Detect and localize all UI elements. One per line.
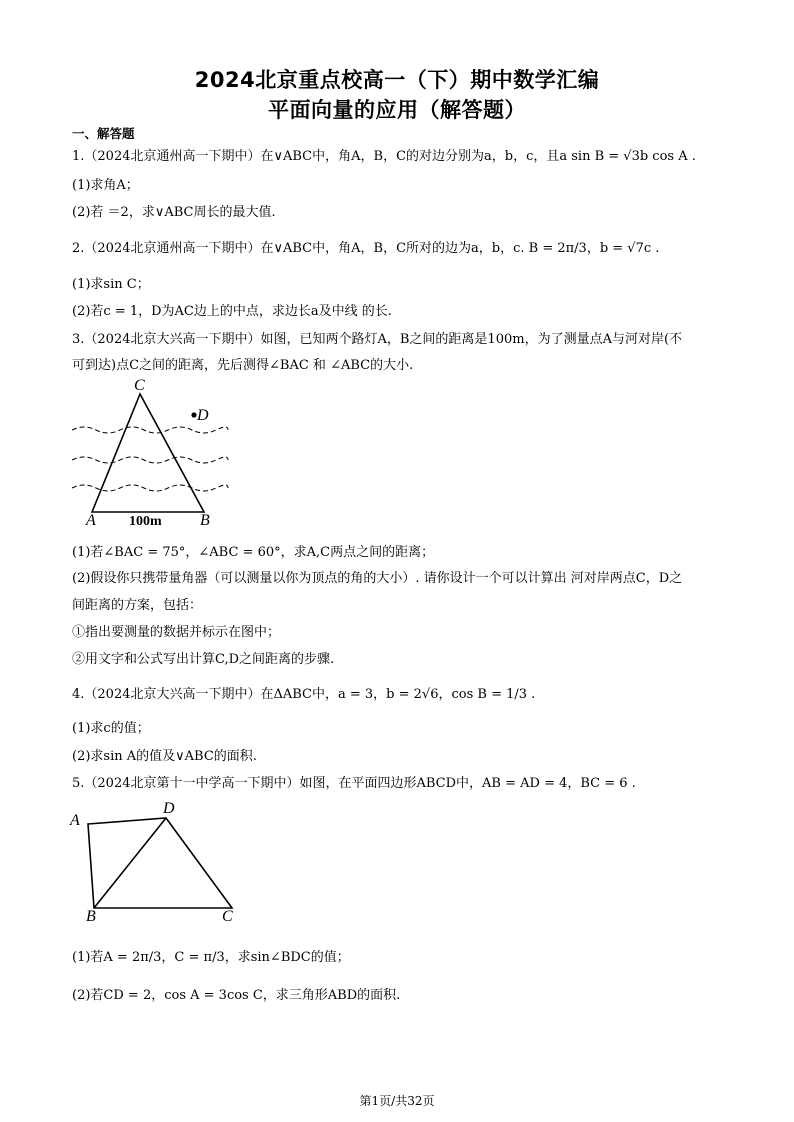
problem-1-part-1: (1)求角A；: [72, 178, 139, 193]
problem-4-part-2: (2)求sin A的值及∨ABC的面积.: [72, 749, 257, 764]
figure1-label-a: A: [86, 512, 96, 529]
problem-4-statement: 4.（2024北京大兴高一下期中）在ΔABC中，a = 3，b = 2√6，cos B = 1/3 .: [72, 687, 536, 702]
problem-2-part-2: (2)若c = 1，D为AC边上的中点，求边长a及中线 的长.: [72, 304, 392, 319]
problem-2-part-1: (1)求sin C；: [72, 277, 150, 292]
problem-1-part-2: (2)若 ＝2，求∨ABC周长的最大值.: [72, 205, 276, 220]
figure2-label-b: B: [86, 908, 96, 925]
problem-3-statement-cont: 可到达)点C之间的距离，先后测得∠BAC 和 ∠ABC的大小.: [72, 358, 414, 373]
problem-3-part-2-cont: 间距离的方案，包括：: [72, 598, 203, 613]
figure1-label-distance: 100m: [129, 514, 162, 529]
problem-5-part-2: (2)若CD = 2，cos A = 3cos C，求三角形ABD的面积.: [72, 988, 401, 1003]
figure1-label-d: D: [197, 407, 209, 424]
document-title-line1: 2024北京重点校高一（下）期中数学汇编: [194, 68, 600, 92]
problem-3-part-1: (1)若∠BAC = 75°，∠ABC = 60°，求A,C两点之间的距离；: [72, 545, 435, 560]
problem-5-part-1: (1)若A = 2π/3，C = π/3，求sin∠BDC的值；: [72, 950, 350, 965]
river-wave-2: [72, 457, 228, 463]
figure1-label-c: C: [134, 377, 145, 394]
problem-1-statement: 1.（2024北京通州高一下期中）在∨ABC中，角A，B，C的对边分别为a，b，c，且a sin B = √3b cos A .: [72, 149, 696, 164]
triangle-abc: [92, 394, 204, 512]
point-d-dot: [191, 412, 196, 417]
page-number: 第1页/共32页: [359, 1094, 435, 1108]
figure2-label-c: C: [222, 908, 233, 925]
section-heading: 一、解答题: [72, 126, 135, 141]
problem-4-part-1: (1)求c的值；: [72, 721, 150, 736]
problem-3-statement: 3.（2024北京大兴高一下期中）如图，已知两个路灯A，B之间的距离是100m，为了测量点A与河对岸(不: [72, 332, 683, 347]
document-title-line2: 平面向量的应用（解答题）: [268, 98, 526, 122]
river-wave-1: [72, 427, 228, 433]
problem-5-statement: 5.（2024北京第十一中学高一下期中）如图，在平面四边形ABCD中，AB = AD = 4，BC = 6 .: [72, 776, 636, 791]
figure2-label-d: D: [163, 800, 175, 817]
quadrilateral-abcd: [88, 818, 232, 908]
river-wave-3: [72, 485, 228, 491]
problem-3-step-1: ①指出要测量的数据并标示在图中；: [72, 625, 281, 640]
figure2-label-a: A: [70, 812, 80, 829]
river-triangle-figure: [70, 378, 230, 530]
problem-3-step-2: ②用文字和公式写出计算C,D之间距离的步骤.: [72, 652, 335, 667]
problem-3-part-2: (2)假设你只携带量角器（可以测量以你为顶点的角的大小）. 请你设计一个可以计算出 河对岸两点C，D之: [72, 571, 683, 586]
problem-2-statement: 2.（2024北京通州高一下期中）在∨ABC中，角A，B，C所对的边为a，b，c. B = 2π/3，b = √7c .: [72, 241, 660, 256]
figure1-label-b: B: [200, 512, 210, 529]
diagonal-bd: [94, 818, 166, 908]
